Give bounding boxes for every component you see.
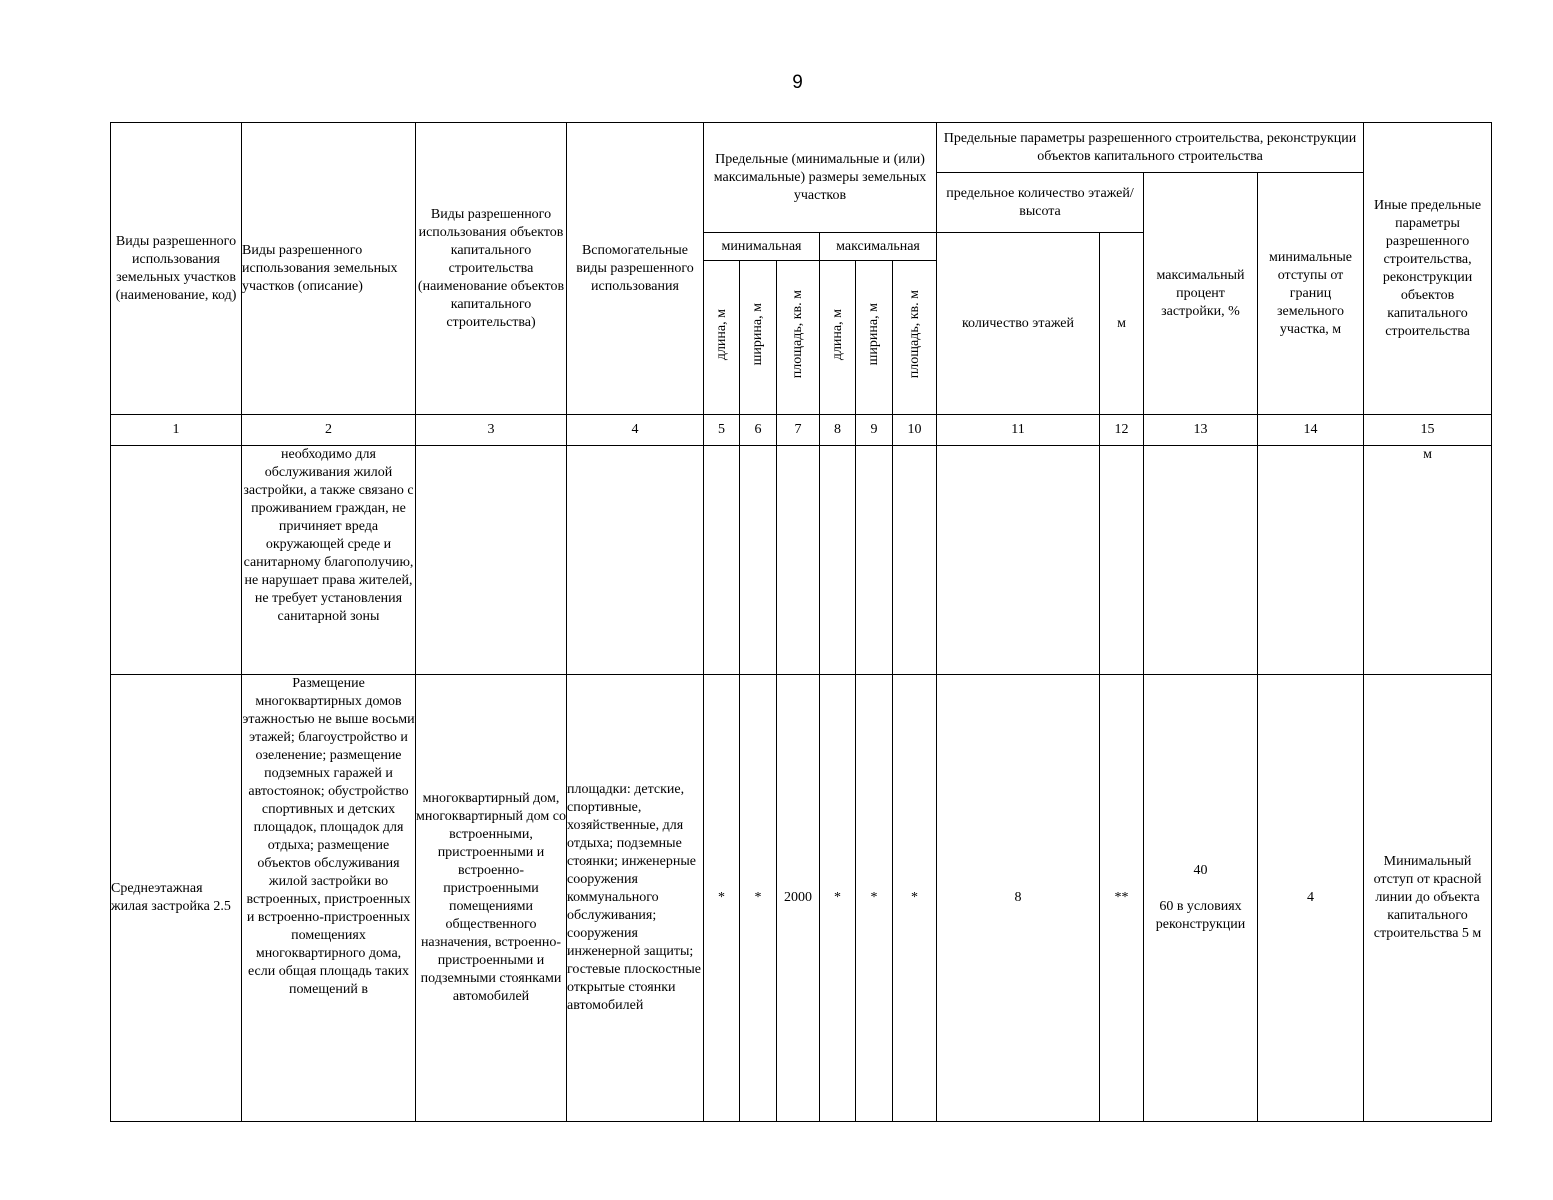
row1-col9: [856, 446, 893, 675]
row2-auxiliary-uses: площадки: детские, спортивные, хозяйственные, для отдыха; подземные стоянки; инженерные сооружения коммунального обслуживания; сооружения инженерной защиты; гостевые плоскостные открытые стоянки автомобилей: [567, 675, 704, 1122]
header-col3: Виды разрешенного использования объектов капитального строительства (наименование объектов капитального строительства): [416, 123, 567, 415]
header-land-sizes: Предельные (минимальные и (или) максимальные) размеры земельных участков: [704, 123, 937, 233]
column-number: 14: [1258, 415, 1364, 446]
row1-col4: [567, 446, 704, 675]
column-number: 4: [567, 415, 704, 446]
header-col2: Виды разрешенного использования земельных участков (описание): [242, 123, 416, 415]
row1-description: необходимо для обслуживания жилой застройки, а также связано с проживанием граждан, не причиняет вреда окружающей среде и санитарному благополучию, не нарушает права жителей, не требует установления санитарной зоны: [242, 446, 416, 675]
header-min-area: площадь, кв. м: [777, 261, 820, 415]
column-number: 9: [856, 415, 893, 446]
row1-col14: [1258, 446, 1364, 675]
column-number: 6: [740, 415, 777, 446]
row2-capital-objects: многоквартирный дом, многоквартирный дом со встроенными, пристроенными и встроенно-пристроенными помещениями общественного назначения, встроенно-пристроенными и подземными стоянками автомобилей: [416, 675, 567, 1122]
header-max-length: длина, м: [820, 261, 856, 415]
table-row: [111, 446, 1492, 675]
column-number: 12: [1100, 415, 1144, 446]
row2-description: Размещение многоквартирных домов этажностью не выше восьми этажей; благоустройство и озеленение; размещение подземных гаражей и автостоянок; обустройство спортивных и детских площадок, площадок для отдыха; размещение объектов обслуживания жилой застройки во встроенных, пристроенных и встроенно-пристроенных помещениях многоквартирного дома, если общая площадь таких помещений в: [242, 675, 416, 1122]
header-max: максимальная: [820, 233, 937, 261]
column-number-row: [111, 415, 1492, 446]
row1-col7: [777, 446, 820, 675]
column-number: 3: [416, 415, 567, 446]
row2-max-area: *: [893, 675, 937, 1122]
row2-min-setback: 4: [1258, 675, 1364, 1122]
column-number: 2: [242, 415, 416, 446]
header-other-params: Иные предельные параметры разрешенного строительства, реконструкции объектов капитального строительства: [1364, 123, 1492, 415]
row2-floors: 8: [937, 675, 1100, 1122]
column-number: 13: [1144, 415, 1258, 446]
column-number: 7: [777, 415, 820, 446]
row1-col10: [893, 446, 937, 675]
row2-max-percent: [1144, 675, 1258, 1122]
row1-col13: [1144, 446, 1258, 675]
row1-col3: [416, 446, 567, 675]
header-col1: Виды разрешенного использования земельных участков (наименование, код): [111, 123, 242, 415]
table-row: [111, 675, 1492, 1122]
row1-col11: [937, 446, 1100, 675]
header-max-area: площадь, кв. м: [893, 261, 937, 415]
row2-max-percent-value: 40: [1193, 863, 1208, 878]
row2-min-length: *: [704, 675, 740, 1122]
row2-max-width: *: [856, 675, 893, 1122]
column-number: 10: [893, 415, 937, 446]
header-min-length: длина, м: [704, 261, 740, 415]
column-number: 11: [937, 415, 1100, 446]
row2-min-area: 2000: [777, 675, 820, 1122]
row2-max-percent-reconstruction: 60 в условиях реконструкции: [1155, 899, 1246, 932]
header-floors-height: предельное количество этажей/высота: [937, 173, 1144, 233]
column-number: 5: [704, 415, 740, 446]
header-min-setback: минимальные отступы от границ земельного участка, м: [1258, 173, 1364, 415]
row1-other: м: [1364, 446, 1492, 675]
row1-col5: [704, 446, 740, 675]
row2-height-m: **: [1100, 675, 1144, 1122]
column-number: 15: [1364, 415, 1492, 446]
header-min-width: ширина, м: [740, 261, 777, 415]
header-max-width: ширина, м: [856, 261, 893, 415]
row1-name: [111, 446, 242, 675]
land-use-table: [110, 122, 1492, 1122]
header-construction-params: Предельные параметры разрешенного строительства, реконструкции объектов капитального строительства: [937, 123, 1364, 173]
page-number: 9: [792, 72, 803, 93]
column-number: 8: [820, 415, 856, 446]
row2-max-length: *: [820, 675, 856, 1122]
row1-col8: [820, 446, 856, 675]
row2-other: Минимальный отступ от красной линии до объекта капитального строительства 5 м: [1364, 675, 1492, 1122]
header-floors-count: количество этажей: [937, 233, 1100, 415]
row2-min-width: *: [740, 675, 777, 1122]
row2-name: Среднеэтажная жилая застройка 2.5: [111, 675, 242, 1122]
row1-col6: [740, 446, 777, 675]
header-meters: м: [1100, 233, 1144, 415]
header-col4: Вспомогательные виды разрешенного использования: [567, 123, 704, 415]
header-max-percent: максимальный процент застройки, %: [1144, 173, 1258, 415]
header-min: минимальная: [704, 233, 820, 261]
row1-col12: [1100, 446, 1144, 675]
column-number: 1: [111, 415, 242, 446]
